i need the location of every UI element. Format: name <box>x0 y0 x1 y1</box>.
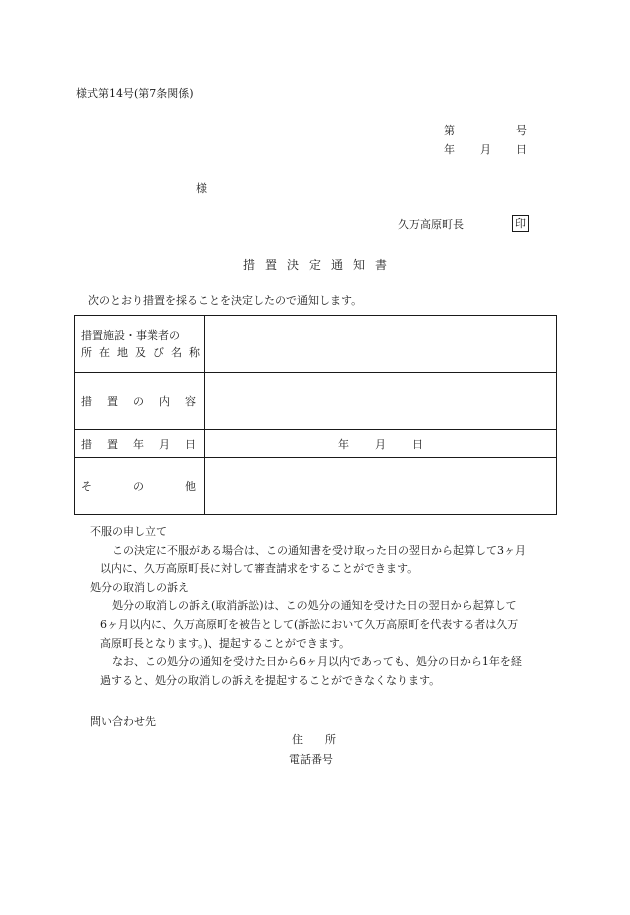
table-row <box>75 430 557 458</box>
objection-text-line2: 以内に、久万高原町長に対して審査請求をすることができます。 <box>100 562 419 576</box>
notes-section <box>90 523 560 690</box>
document-title: 措置決定通知書 <box>242 258 397 272</box>
date-label-cell: 措 置 年 月 日 <box>75 430 205 458</box>
revocation-text-line5: 過すると、処分の取消しの訴えを提起することができなくなります。 <box>100 673 441 687</box>
table-row <box>75 373 557 430</box>
seal-stamp: 印 <box>512 215 529 232</box>
revocation-text-line4: なお、この処分の通知を受けた日から6ヶ月以内であっても、処分の日から1年を経 <box>112 655 522 669</box>
issuer-name: 久万高原町長 <box>398 218 464 231</box>
measure-table <box>74 315 557 515</box>
contact-address-label: 住 所 <box>292 733 336 746</box>
number-suffix: 号 <box>516 124 527 137</box>
date-value-cell[interactable] <box>205 430 557 458</box>
table-row <box>75 316 557 373</box>
table-row <box>75 458 557 515</box>
revocation-text-line3: 高原町長となります。)、提起することができます。 <box>100 636 351 650</box>
facility-value-cell[interactable] <box>205 316 557 373</box>
measure-month: 月 <box>375 437 386 451</box>
revocation-text-line2: 6ヶ月以内に、久万高原町を被告として(訴訟において久万高原町を代表する者は久万 <box>100 617 519 631</box>
number-prefix: 第 <box>444 124 455 137</box>
facility-label-line1: 措置施設・事業者の <box>81 329 180 342</box>
date-day: 日 <box>516 143 527 156</box>
addressee-suffix: 様 <box>196 182 207 195</box>
revocation-text-line1: 処分の取消しの訴え(取消訴訟)は、この処分の通知を受けた日の翌日から起算して <box>112 599 517 613</box>
contact-phone-label: 電話番号 <box>289 753 333 766</box>
date-year: 年 <box>444 143 455 156</box>
content-label-cell: 措 置 の 内 容 <box>75 373 205 430</box>
measure-day: 日 <box>412 437 423 451</box>
revocation-heading: 処分の取消しの訴え <box>90 580 189 594</box>
other-label-cell: そ の 他 <box>75 458 205 515</box>
contact-heading: 問い合わせ先 <box>90 715 156 728</box>
facility-label-cell <box>75 316 205 373</box>
objection-text-line1: この決定に不服がある場合は、この通知書を受け取った日の翌日から起算して3ヶ月 <box>112 543 526 557</box>
form-number: 様式第14号(第7条関係) <box>76 87 194 100</box>
objection-heading: 不服の申し立て <box>90 525 167 538</box>
date-month: 月 <box>480 143 491 156</box>
facility-label-line2: 所 在 地 及 び 名 称 <box>81 346 200 359</box>
measure-year: 年 <box>338 437 349 451</box>
content-value-cell[interactable] <box>205 373 557 430</box>
other-value-cell[interactable] <box>205 458 557 515</box>
intro-text: 次のとおり措置を採ることを決定したので通知します。 <box>88 294 363 307</box>
